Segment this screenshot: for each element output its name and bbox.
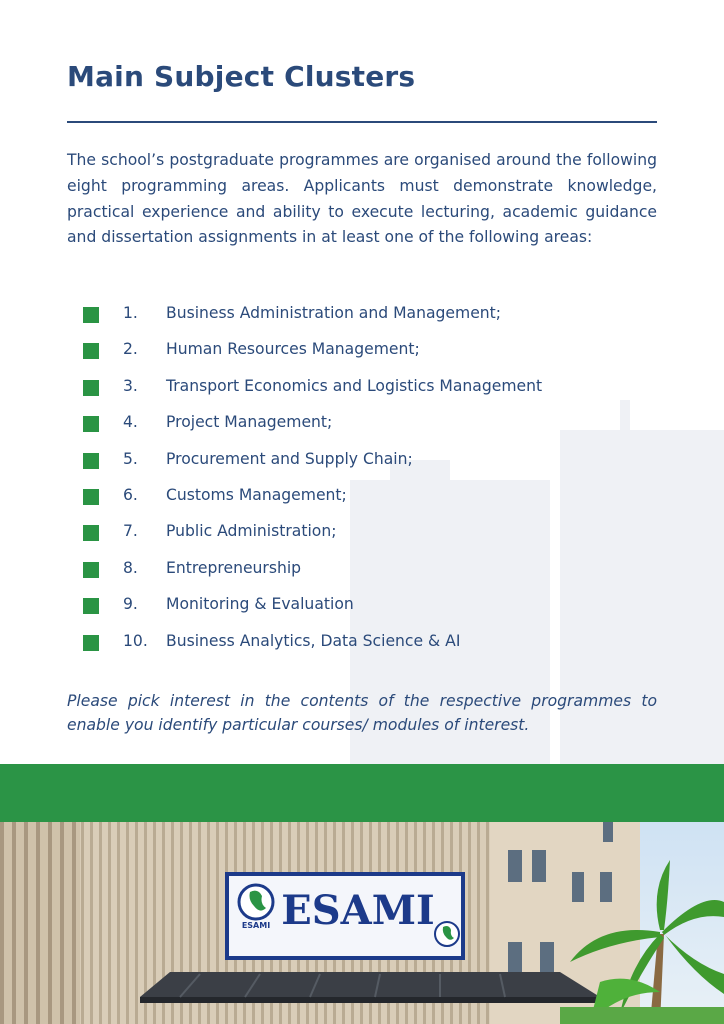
item-label: Public Administration; [166,522,337,541]
item-number: 5. [123,449,138,468]
square-bullet-icon [83,380,99,396]
square-bullet-icon [83,343,99,359]
esami-building-illustration [0,822,724,1024]
sign-logo-text: ESAMI [241,921,271,930]
item-label: Customs Management; [166,485,347,504]
square-bullet-icon [83,598,99,614]
square-bullet-icon [83,562,99,578]
square-bullet-icon [83,525,99,541]
square-bullet-icon [83,635,99,651]
intro-paragraph: The school’s postgraduate programmes are organised around the following eight programming areas. Applicants must demonstrate knowledge, practical experience and ability to execute lecturing, academic guidance and dissertation assignments in at least one of the following areas: [67,151,657,247]
sign-text: ESAMI [281,887,435,934]
square-bullet-icon [83,489,99,505]
closing-note: Please pick interest in the contents of the respective programmes to enable you identify particular courses/ modules of interest. [67,692,657,734]
square-bullet-icon [83,453,99,469]
item-number: 3. [123,376,138,395]
item-number: 4. [123,413,138,432]
item-number: 7. [123,522,138,541]
item-label: Business Administration and Management; [166,304,502,322]
item-label: Transport Economics and Logistics Management [166,376,543,395]
item-number: 8. [123,558,138,577]
building-photo [0,822,724,1024]
item-number: 6. [123,485,138,504]
item-label: Monitoring & Evaluation [166,595,354,614]
item-number: 10. [123,631,148,650]
item-label: Business Analytics, Data Science & AI [166,631,461,650]
item-label: Procurement and Supply Chain; [166,449,413,468]
page-title: Main Subject Clusters [67,60,416,93]
square-bullet-icon [83,416,99,432]
title-divider [67,121,657,123]
item-number: 9. [123,595,138,614]
item-number: 2. [123,340,138,359]
green-band [0,764,724,822]
item-label: Entrepreneurship [166,558,302,577]
item-number: 1. [123,304,138,322]
square-bullet-icon [83,307,99,323]
item-label: Human Resources Management; [166,340,420,359]
item-label: Project Management; [166,413,333,432]
